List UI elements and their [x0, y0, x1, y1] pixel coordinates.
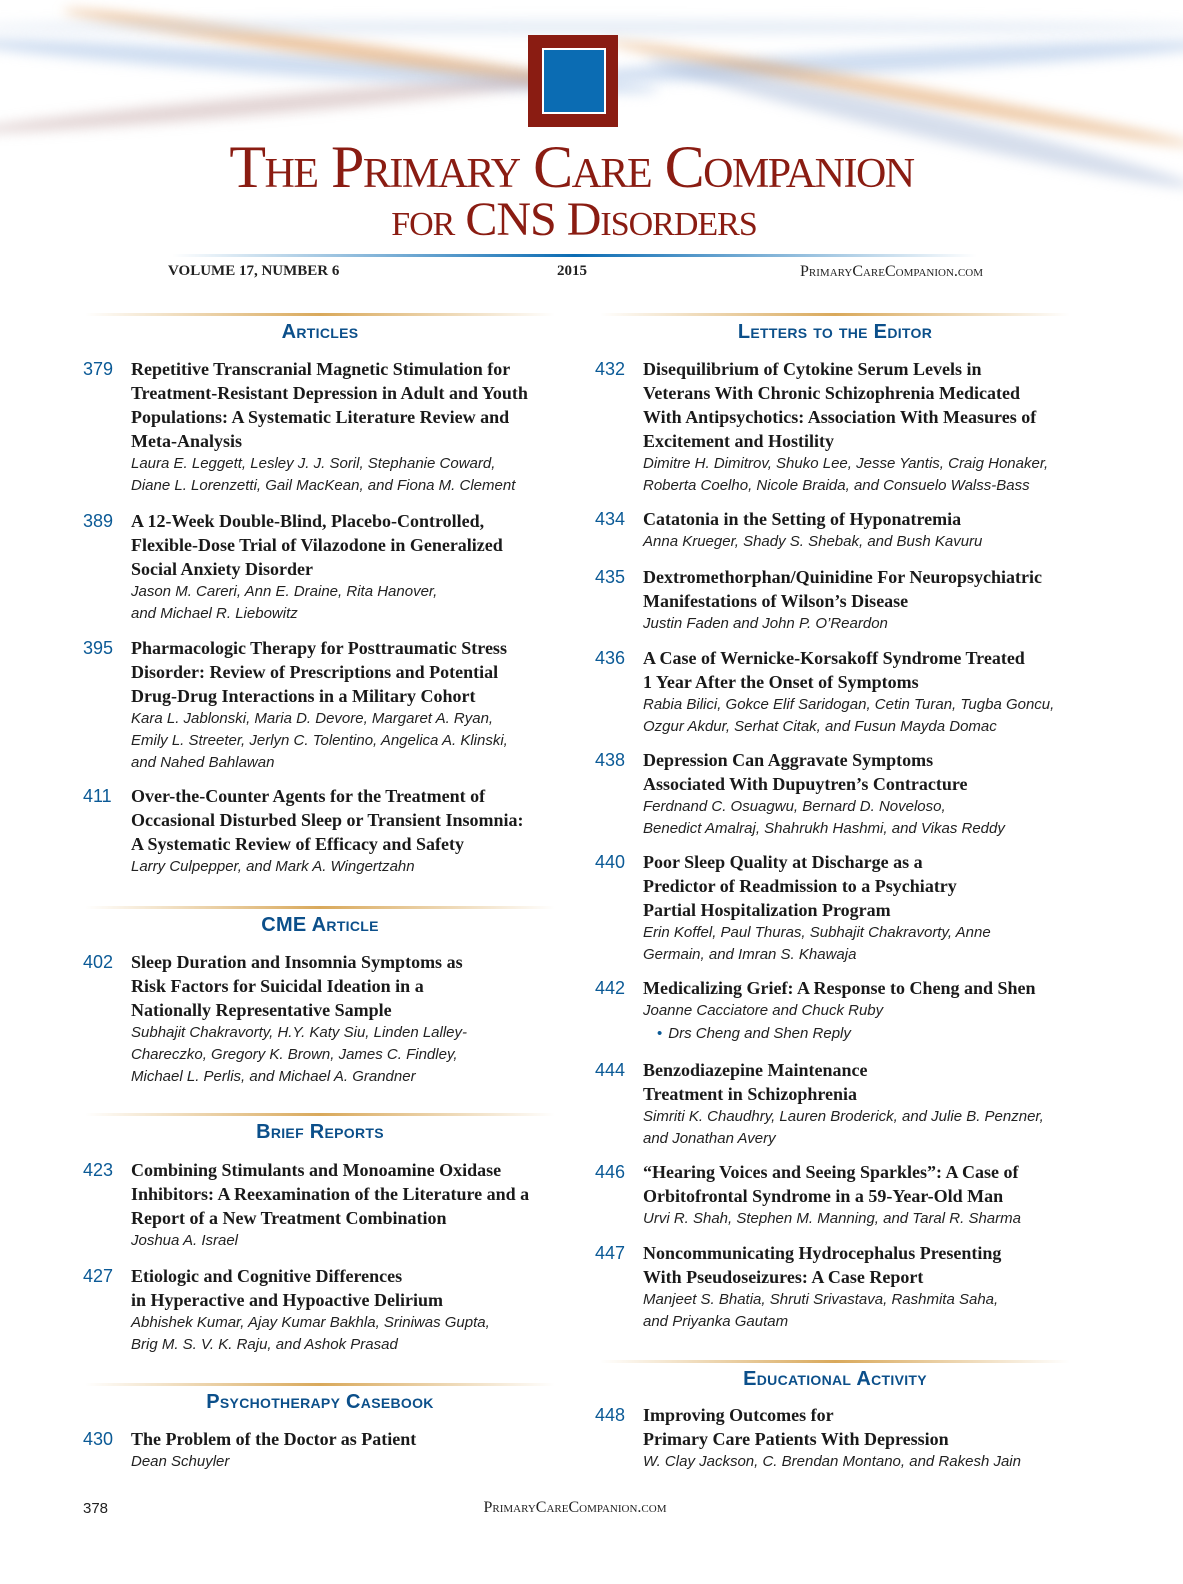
- title-line: “Hearing Voices and Seeing Sparkles”: A Case of: [643, 1162, 1019, 1182]
- title-line: Repetitive Transcranial Magnetic Stimulation for: [131, 359, 511, 379]
- title-line: Medicalizing Grief: A Response to Cheng and Shen: [643, 978, 1036, 998]
- page-number: 379: [83, 359, 114, 379]
- title-line: With Antipsychotics: Association With Measures of: [643, 407, 1037, 427]
- article-authors: [131, 1230, 543, 1252]
- page-number: 423: [83, 1160, 114, 1180]
- toc-entry[interactable]: [83, 1158, 543, 1252]
- section-rule: [85, 906, 555, 909]
- toc-entry[interactable]: [595, 1160, 1055, 1230]
- article-title[interactable]: [643, 357, 1055, 453]
- header-rule: [172, 254, 977, 257]
- article-title[interactable]: [131, 784, 543, 856]
- title-line: Partial Hospitalization Program: [643, 900, 891, 920]
- title-line: Report of a New Treatment Combination: [131, 1208, 447, 1228]
- page-number: 444: [595, 1060, 626, 1080]
- article-title[interactable]: [643, 507, 1055, 531]
- article-authors: [643, 694, 1055, 738]
- title-line: Improving Outcomes for: [643, 1405, 834, 1425]
- footer-website-link[interactable]: PrimaryCareCompanion.com: [483, 1499, 667, 1516]
- article-title[interactable]: [131, 1427, 543, 1451]
- author-line: Manjeet S. Bhatia, Shruti Srivastava, Rashmita Saha,: [643, 1291, 999, 1308]
- article-authors: [643, 1000, 1055, 1022]
- toc-entry[interactable]: [595, 507, 1055, 553]
- title-line: Dextromethorphan/Quinidine For Neuropsychiatric: [643, 567, 1043, 587]
- author-line: and Priyanka Gautam: [643, 1313, 789, 1330]
- page-number: 447: [595, 1243, 626, 1263]
- section-heading-articles: Articles: [281, 321, 359, 343]
- article-authors: [131, 708, 543, 774]
- page-number: 411: [83, 786, 112, 806]
- title-line: Occasional Disturbed Sleep or Transient Insomnia:: [131, 810, 524, 830]
- author-line: Ferdnand C. Osuagwu, Bernard D. Noveloso,: [643, 798, 946, 815]
- page-number: 446: [595, 1162, 626, 1182]
- article-title[interactable]: [643, 748, 1055, 796]
- author-line: Chareczko, Gregory K. Brown, James C. Findley,: [131, 1046, 458, 1063]
- article-authors: [131, 1451, 543, 1473]
- page-number: 434: [595, 509, 626, 529]
- toc-entry[interactable]: [83, 357, 543, 497]
- article-title[interactable]: [131, 636, 543, 708]
- title-line: Social Anxiety Disorder: [131, 559, 313, 579]
- title-line: in Hyperactive and Hypoactive Delirium: [131, 1290, 443, 1310]
- section-rule: [85, 1383, 555, 1386]
- section-rule: [600, 1360, 1070, 1363]
- toc-entry[interactable]: [83, 950, 543, 1088]
- page-number: 436: [595, 648, 626, 668]
- title-line: Nationally Representative Sample: [131, 1000, 392, 1020]
- title-line: Sleep Duration and Insomnia Symptoms as: [131, 952, 463, 972]
- title-line: Risk Factors for Suicidal Ideation in a: [131, 976, 424, 996]
- article-title[interactable]: [643, 646, 1055, 694]
- title-line: A Case of Wernicke-Korsakoff Syndrome Treated: [643, 648, 1025, 668]
- toc-entry[interactable]: [595, 1241, 1055, 1333]
- article-authors: [131, 453, 543, 497]
- title-line: Primary Care Patients With Depression: [643, 1429, 949, 1449]
- author-line: Germain, and Imran S. Khawaja: [643, 946, 857, 963]
- title-line: Populations: A Systematic Literature Review and: [131, 407, 510, 427]
- page-number: 430: [83, 1429, 114, 1449]
- toc-entry[interactable]: [83, 784, 543, 878]
- title-line: Disorder: Review of Prescriptions and Potential: [131, 662, 499, 682]
- page-number: 448: [595, 1405, 626, 1425]
- article-title[interactable]: [131, 1158, 543, 1230]
- article-authors: [643, 613, 1055, 635]
- title-line: Combining Stimulants and Monoamine Oxidase: [131, 1160, 502, 1180]
- page-number: 440: [595, 852, 626, 872]
- author-line: Joshua A. Israel: [131, 1232, 238, 1249]
- website-link[interactable]: PrimaryCareCompanion.com: [800, 263, 983, 280]
- title-line: Excitement and Hostility: [643, 431, 834, 451]
- article-title[interactable]: [643, 850, 1055, 922]
- title-line: Treatment-Resistant Depression in Adult and Youth: [131, 383, 528, 403]
- section-heading-psychotherapy-casebook: Psychotherapy Casebook: [206, 1391, 434, 1413]
- issue-year: 2015: [557, 263, 587, 279]
- author-line: and Jonathan Avery: [643, 1130, 776, 1147]
- article-authors: [643, 531, 1055, 553]
- title-line: Disequilibrium of Cytokine Serum Levels in: [643, 359, 982, 379]
- journal-subtitle: for CNS Disorders: [391, 193, 757, 246]
- article-title[interactable]: [131, 1264, 543, 1312]
- title-line: Veterans With Chronic Schizophrenia Medicated: [643, 383, 1021, 403]
- author-line: Ozgur Akdur, Serhat Citak, and Fusun Mayda Domac: [643, 718, 997, 735]
- title-line: A Systematic Review of Efficacy and Safety: [131, 834, 464, 854]
- toc-entry[interactable]: [595, 357, 1055, 497]
- author-line: Roberta Coelho, Nicole Braida, and Consuelo Walss-Bass: [643, 477, 1030, 494]
- author-line: Laura E. Leggett, Lesley J. J. Soril, Stephanie Coward,: [131, 455, 496, 472]
- author-line: Anna Krueger, Shady S. Shebak, and Bush Kavuru: [643, 533, 983, 550]
- article-title[interactable]: [131, 950, 543, 1022]
- page-number: 395: [83, 638, 114, 658]
- title-line: The Problem of the Doctor as Patient: [131, 1429, 417, 1449]
- toc-entry[interactable]: [595, 1403, 1055, 1473]
- article-authors: [643, 1106, 1055, 1150]
- author-line: Justin Faden and John P. O’Reardon: [643, 615, 888, 632]
- title-line: Benzodiazepine Maintenance: [643, 1060, 868, 1080]
- title-line: Manifestations of Wilson’s Disease: [643, 591, 909, 611]
- page-number: 438: [595, 750, 626, 770]
- page-number: 402: [83, 952, 114, 972]
- author-line: Joanne Cacciatore and Chuck Ruby: [643, 1002, 884, 1019]
- author-line: Diane L. Lorenzetti, Gail MacKean, and Fiona M. Clement: [131, 477, 516, 494]
- article-authors: [131, 1312, 543, 1356]
- title-line: With Pseudoseizures: A Case Report: [643, 1267, 924, 1287]
- article-authors: [131, 1022, 543, 1088]
- page-number: 435: [595, 567, 626, 587]
- article-authors: [643, 1451, 1055, 1473]
- toc-entry[interactable]: [595, 1058, 1055, 1150]
- toc-entry[interactable]: [595, 565, 1055, 635]
- page-number: 427: [83, 1266, 114, 1286]
- toc-entry[interactable]: [83, 1427, 543, 1473]
- article-authors: [643, 453, 1055, 497]
- section-heading-brief-reports: Brief Reports: [256, 1121, 384, 1143]
- title-line: Meta-Analysis: [131, 431, 242, 451]
- author-line: and Michael R. Liebowitz: [131, 605, 298, 622]
- article-authors: [643, 1289, 1055, 1333]
- title-line: Associated With Dupuytren’s Contracture: [643, 774, 968, 794]
- author-line: Abhishek Kumar, Ajay Kumar Bakhla, Sriniwas Gupta,: [131, 1314, 490, 1331]
- article-authors: [643, 1208, 1055, 1230]
- article-title[interactable]: [643, 1160, 1055, 1208]
- reply-title: Drs Cheng and Shen Reply: [668, 1025, 851, 1042]
- toc-entry[interactable]: [83, 636, 543, 774]
- toc-entry[interactable]: [83, 1264, 543, 1356]
- author-line: Urvi R. Shah, Stephen M. Manning, and Taral R. Sharma: [643, 1210, 1021, 1227]
- title-line: Pharmacologic Therapy for Posttraumatic Stress: [131, 638, 507, 658]
- section-heading-cme-article: CME Article: [261, 914, 379, 936]
- reply-item[interactable]: [657, 1022, 1055, 1046]
- page-number: 442: [595, 978, 626, 998]
- page-number: 378: [83, 1500, 109, 1517]
- section-rule: [600, 313, 1070, 316]
- author-line: Erin Koffel, Paul Thuras, Subhajit Chakravorty, Anne: [643, 924, 991, 941]
- author-line: W. Clay Jackson, C. Brendan Montano, and Rakesh Jain: [643, 1453, 1021, 1470]
- journal-title: The Primary Care Companion: [229, 134, 914, 200]
- author-line: Rabia Bilici, Gokce Elif Saridogan, Cetin Turan, Tugba Goncu,: [643, 696, 1055, 713]
- article-title[interactable]: [131, 509, 543, 581]
- article-authors: [131, 581, 543, 625]
- bullet-icon: •: [657, 1025, 663, 1042]
- title-line: Orbitofrontal Syndrome in a 59-Year-Old Man: [643, 1186, 1004, 1206]
- article-title[interactable]: [643, 976, 1055, 1000]
- author-line: Subhajit Chakravorty, H.Y. Katy Siu, Linden Lalley-: [131, 1024, 468, 1041]
- author-line: Benedict Amalraj, Shahrukh Hashmi, and Vikas Reddy: [643, 820, 1005, 837]
- author-line: Larry Culpepper, and Mark A. Wingertzahn: [131, 858, 415, 875]
- title-line: Over-the-Counter Agents for the Treatment of: [131, 786, 486, 806]
- title-line: Catatonia in the Setting of Hyponatremia: [643, 509, 962, 529]
- article-title[interactable]: [131, 357, 543, 453]
- author-line: Jason M. Careri, Ann E. Draine, Rita Hanover,: [131, 583, 438, 600]
- article-title[interactable]: [643, 1241, 1055, 1289]
- title-line: Treatment in Schizophrenia: [643, 1084, 858, 1104]
- title-line: Noncommunicating Hydrocephalus Presenting: [643, 1243, 1002, 1263]
- author-line: Simriti K. Chaudhry, Lauren Broderick, and Julie B. Penzner,: [643, 1108, 1044, 1125]
- author-line: Michael L. Perlis, and Michael A. Grandner: [131, 1068, 416, 1085]
- article-authors: [643, 922, 1055, 966]
- toc-entry[interactable]: [595, 646, 1055, 738]
- section-rule: [85, 313, 555, 316]
- section-rule: [85, 1113, 555, 1116]
- title-line: Predictor of Readmission to a Psychiatry: [643, 876, 957, 896]
- article-title[interactable]: [643, 565, 1055, 613]
- author-line: Emily L. Streeter, Jerlyn C. Tolentino, Angelica A. Klinski,: [131, 732, 508, 749]
- author-line: Dean Schuyler: [131, 1453, 230, 1470]
- article-authors: [643, 796, 1055, 840]
- author-line: Brig M. S. V. K. Raju, and Ashok Prasad: [131, 1336, 398, 1353]
- journal-logo: [528, 35, 618, 127]
- article-authors: [131, 856, 543, 878]
- author-line: Kara L. Jablonski, Maria D. Devore, Margaret A. Ryan,: [131, 710, 494, 727]
- section-heading-letters-to-the-editor: Letters to the Editor: [737, 321, 933, 343]
- title-line: Inhibitors: A Reexamination of the Literature and a: [131, 1184, 530, 1204]
- toc-entry[interactable]: [595, 976, 1055, 1046]
- title-line: Flexible-Dose Trial of Vilazodone in Generalized: [131, 535, 503, 555]
- title-line: A 12-Week Double-Blind, Placebo-Controlled,: [131, 511, 485, 531]
- article-title[interactable]: [643, 1403, 1055, 1451]
- title-line: Poor Sleep Quality at Discharge as a: [643, 852, 923, 872]
- toc-entry[interactable]: [595, 850, 1055, 966]
- author-line: and Nahed Bahlawan: [131, 754, 275, 771]
- page-number: 432: [595, 359, 626, 379]
- title-line: Depression Can Aggravate Symptoms: [643, 750, 934, 770]
- title-line: 1 Year After the Onset of Symptoms: [643, 672, 919, 692]
- author-line: Dimitre H. Dimitrov, Shuko Lee, Jesse Yantis, Craig Honaker,: [643, 455, 1049, 472]
- volume-number: VOLUME 17, NUMBER 6: [168, 263, 340, 279]
- toc-entry[interactable]: [595, 748, 1055, 840]
- page-number: 389: [83, 511, 114, 531]
- article-title[interactable]: [643, 1058, 1055, 1106]
- toc-entry[interactable]: [83, 509, 543, 625]
- title-line: Etiologic and Cognitive Differences: [131, 1266, 403, 1286]
- title-line: Drug-Drug Interactions in a Military Cohort: [131, 686, 476, 706]
- section-heading-educational-activity: Educational Activity: [743, 1368, 927, 1390]
